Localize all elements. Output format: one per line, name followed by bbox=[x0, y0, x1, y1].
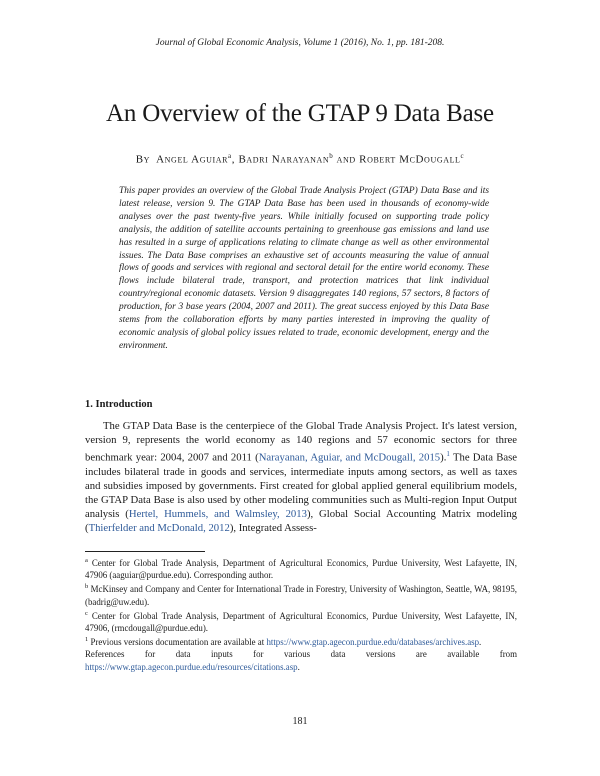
footnote-c-mark: c bbox=[85, 609, 88, 617]
archives-url-link[interactable]: https://www.gtap.agecon.purdue.edu/databases/archives.asp bbox=[266, 637, 480, 648]
footnote-link-1[interactable]: 1 bbox=[446, 450, 450, 459]
introduction-paragraph bbox=[85, 419, 517, 535]
intro-text: ), Global Social Accounting Matrix modeling ( bbox=[85, 508, 518, 535]
footnotes bbox=[85, 555, 517, 673]
author-narayanan-affiliation-mark: b bbox=[329, 152, 334, 160]
page-number: 181 bbox=[292, 716, 308, 727]
citation-link-narayanan[interactable]: Narayanan, Aguiar, and McDougall, 2015 bbox=[258, 451, 441, 464]
footnote-a bbox=[85, 555, 517, 581]
citations-url-link[interactable]: https://www.gtap.agecon.purdue.edu/resources/citations.asp bbox=[85, 661, 298, 672]
footnote-1-end: . bbox=[479, 637, 482, 648]
footnote-b-mark: b bbox=[85, 583, 89, 591]
author-prefix: By bbox=[135, 153, 151, 166]
footnote-references-text: References for data inputs for various data versions are available from bbox=[85, 649, 517, 660]
footnote-b bbox=[85, 581, 517, 607]
paper-title: An Overview of the GTAP 9 Data Base bbox=[106, 100, 494, 127]
intro-text: The GTAP Data Base is the centerpiece of the Global Trade Analysis Project. It's latest version, version 9, represents the world economy as 140 regions and 57 economic sectors for three benchmark year: 2004, 2007 and 2011 ( bbox=[85, 420, 517, 464]
author-line bbox=[0, 152, 600, 166]
citation-link-hertel[interactable]: Hertel, Hummels, and Walmsley, 2013 bbox=[128, 508, 307, 521]
section-heading-introduction: 1. Introduction bbox=[85, 399, 153, 410]
author-narayanan: Badri Narayanan bbox=[238, 153, 330, 166]
author-mcdougall-affiliation-mark: c bbox=[460, 152, 465, 160]
journal-citation: Journal of Global Economic Analysis, Volume 1 (2016), No. 1, pp. 181-208. bbox=[155, 38, 445, 48]
footnote-1 bbox=[85, 634, 517, 648]
footnote-c bbox=[85, 608, 517, 634]
footnote-a-mark: a bbox=[85, 557, 88, 564]
citation-link-thierfelder[interactable]: Thierfelder and McDonald, 2012 bbox=[88, 522, 230, 535]
author-aguiar: Angel Aguiar bbox=[156, 153, 229, 166]
footnote-references bbox=[85, 648, 517, 672]
footnote-1-text: Previous versions documentation are available at bbox=[88, 637, 267, 648]
author-aguiar-affiliation-mark: a bbox=[228, 152, 232, 160]
abstract: This paper provides an overview of the Global Trade Analysis Project (GTAP) Data Base and its latest release, version 9. The GTAP Data Base has been used in thousands of economy-wide analyses over the past twenty-five years. While initially focused on supporting trade policy analysis, the addition of satellite accounts pertaining to greenhouse gas emissions and land use has resulted in a surge of applications relating to climate change as well as other environmental issues. The Data Base comprises an exhaustive set of accounts measuring the value of annual flows of goods and services with regional and sectoral detail for the entire world economy. These flows include bilateral trade, transport, and protection matrices that link individual country/regional economic datasets. Version 9 disaggregates 140 regions, 57 sectors, 8 factors of production, for 3 base years (2004, 2007 and 2011). The great success enjoyed by this Data Base stems from the collaboration efforts by many parties interested in improving the quality of economic analysis of global policy issues related to trade, economic development, energy and the environment. bbox=[119, 186, 489, 351]
intro-text: ). bbox=[440, 451, 447, 464]
author-mcdougall: Robert McDougall bbox=[359, 153, 461, 166]
footnote-divider bbox=[85, 551, 205, 552]
footnote-1-mark: 1 bbox=[85, 636, 89, 644]
author-separator: , bbox=[231, 153, 239, 166]
intro-text: ), Integrated Assess- bbox=[229, 522, 317, 535]
footnote-references-end: . bbox=[297, 661, 300, 672]
footnote-a-text: Center for Global Trade Analysis, Department of Agricultural Economics, Purdue University, West Lafayette, IN, 47906 (aaguiar@purdue.edu). Corresponding author. bbox=[85, 557, 517, 581]
intro-text: The Data Base includes bilateral trade in goods and services, intermediate inputs among sectors, as well as taxes and subsidies imposed by governments. First created for global applied general equilibrium models, the GTAP Data Base is also used by other modeling communities such as Multi-region Input Output analysis ( bbox=[85, 451, 518, 521]
footnote-b-text: McKinsey and Company and Center for International Trade in Forestry, University of Washington, Seattle, WA, 98195, (badrig@uw.edu). bbox=[85, 584, 517, 607]
author-separator: and bbox=[333, 153, 360, 166]
footnote-c-text: Center for Global Trade Analysis, Department of Agricultural Economics, Purdue University, West Lafayette, IN, 47906, (rmcdougall@purdue.edu). bbox=[85, 610, 517, 633]
